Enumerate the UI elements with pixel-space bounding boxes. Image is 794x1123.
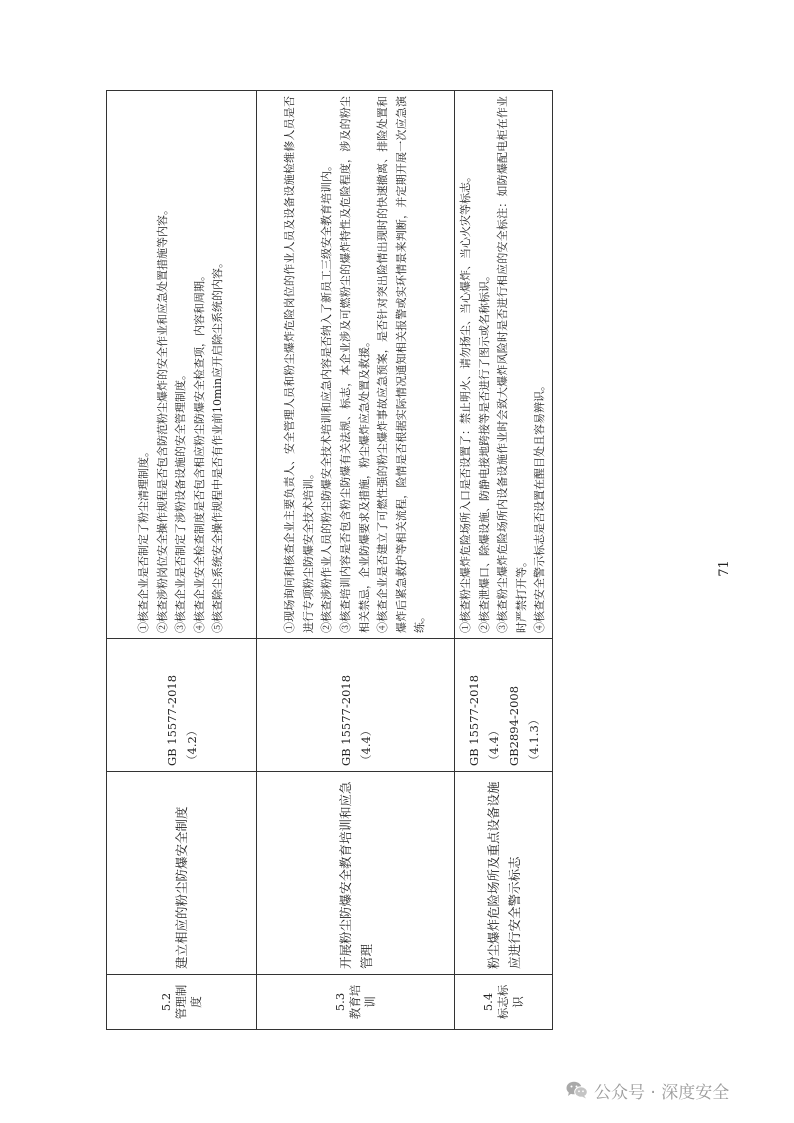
section-name: 管理制度 xyxy=(174,984,203,1020)
requirement-line: ③核查粉尘爆炸危险场所内设备设施作业时会致大爆炸风险时是否进行相应的安全标注：如防爆配电柜在作业时严禁打开等。 xyxy=(496,96,528,633)
requirement-line: ④核查安全警示标志是否设置在醒目处且容易辨识。 xyxy=(533,380,547,633)
requirements-cell xyxy=(455,91,553,639)
requirement-line: ①现场询问和核查企业主要负责人、安全管理人员和粉尘爆炸危险岗位的作业人员及设备设施检维修人员是否进行专项粉尘防爆安全技术培训。 xyxy=(283,96,315,633)
inspection-table xyxy=(106,90,553,1030)
section-id: 5.2 xyxy=(159,992,173,1012)
standard-cell: GB 15577-2018（4.4） GB2894-2008（4.1.3） xyxy=(455,639,553,772)
wechat-icon xyxy=(566,1080,588,1100)
watermark-text: 公众号 · 深度安全 xyxy=(594,1082,730,1103)
table-row xyxy=(257,91,455,1030)
requirements-cell xyxy=(257,91,455,639)
requirement-line: ①核查粉尘爆炸危险场所入口是否设置了：禁止明火、请勿扬尘、当心爆炸、当心火灾等标志。 xyxy=(459,171,473,633)
requirement-line: ②核查涉粉岗位安全操作规程是否包含防范粉尘爆炸的安全作业和应急处置措施等内容。 xyxy=(155,204,169,633)
requirement-line: ③核查企业是否制定了涉粉设备设施的安全管理制度。 xyxy=(174,369,188,633)
page-number: 71 xyxy=(716,560,732,577)
requirements-cell xyxy=(107,91,257,639)
section-cell xyxy=(257,975,455,1030)
section-cell xyxy=(107,975,257,1030)
table-row xyxy=(455,91,553,1030)
requirement-line: ④核查企业安全检查制度是否包含相应粉尘防爆安全检查项，内容和周期。 xyxy=(192,270,206,633)
standard-cell: GB 15577-2018（4.2） xyxy=(107,639,257,772)
requirement-line: ②核查泄爆口、除爆设施、防静电接地跨接等是否进行了图示或名称标识。 xyxy=(477,270,491,633)
standard-cell: GB 15577-2018（4.4） xyxy=(257,639,455,772)
table-row xyxy=(107,91,257,1030)
section-id: 5.4 xyxy=(481,992,495,1012)
section-cell xyxy=(455,975,553,1030)
requirement-line: ⑤核查除尘系统安全操作规程中是否有作业前10min应开启除尘系统的内容。 xyxy=(211,256,225,633)
watermark xyxy=(566,1075,729,1105)
item-cell: 建立相应的粉尘防爆安全制度 xyxy=(107,772,257,975)
item-cell: 开展粉尘防爆安全教育培训和应急管理 xyxy=(257,772,455,975)
requirement-line: ④核查企业是否建立了可燃性强的粉尘爆炸事故应急预案，是否针对突出险情出现时的快速撤离、排险处置和爆炸后紧急救护等相关流程，险情是否根据实际情况通知相关报警或实环情景来判断，并定期开展一次应急演练。 xyxy=(376,96,427,633)
item-cell: 粉尘爆炸危险场所及重点设备设施应进行安全警示标志 xyxy=(455,772,553,975)
section-id: 5.3 xyxy=(333,992,347,1012)
requirement-line: ③核查培训内容是否包含粉尘防爆有关法规、标志，本企业涉及可燃粉尘的爆炸特性及危险程度，涉及的粉尘相关禁忌，企业防爆要求及措施，粉尘爆炸应急处置及救援。 xyxy=(338,96,371,633)
section-name: 教育培训 xyxy=(348,984,377,1020)
requirement-line: ①核查企业是否制定了粉尘清理制度。 xyxy=(137,446,151,633)
requirement-line: ②核查涉粉作业人员的粉尘防爆安全技术培训和应急内容是否纳入了新员工三级安全教育培训内。 xyxy=(320,160,334,633)
section-name: 标志标识 xyxy=(496,984,525,1020)
rotated-table-page xyxy=(106,90,547,1030)
